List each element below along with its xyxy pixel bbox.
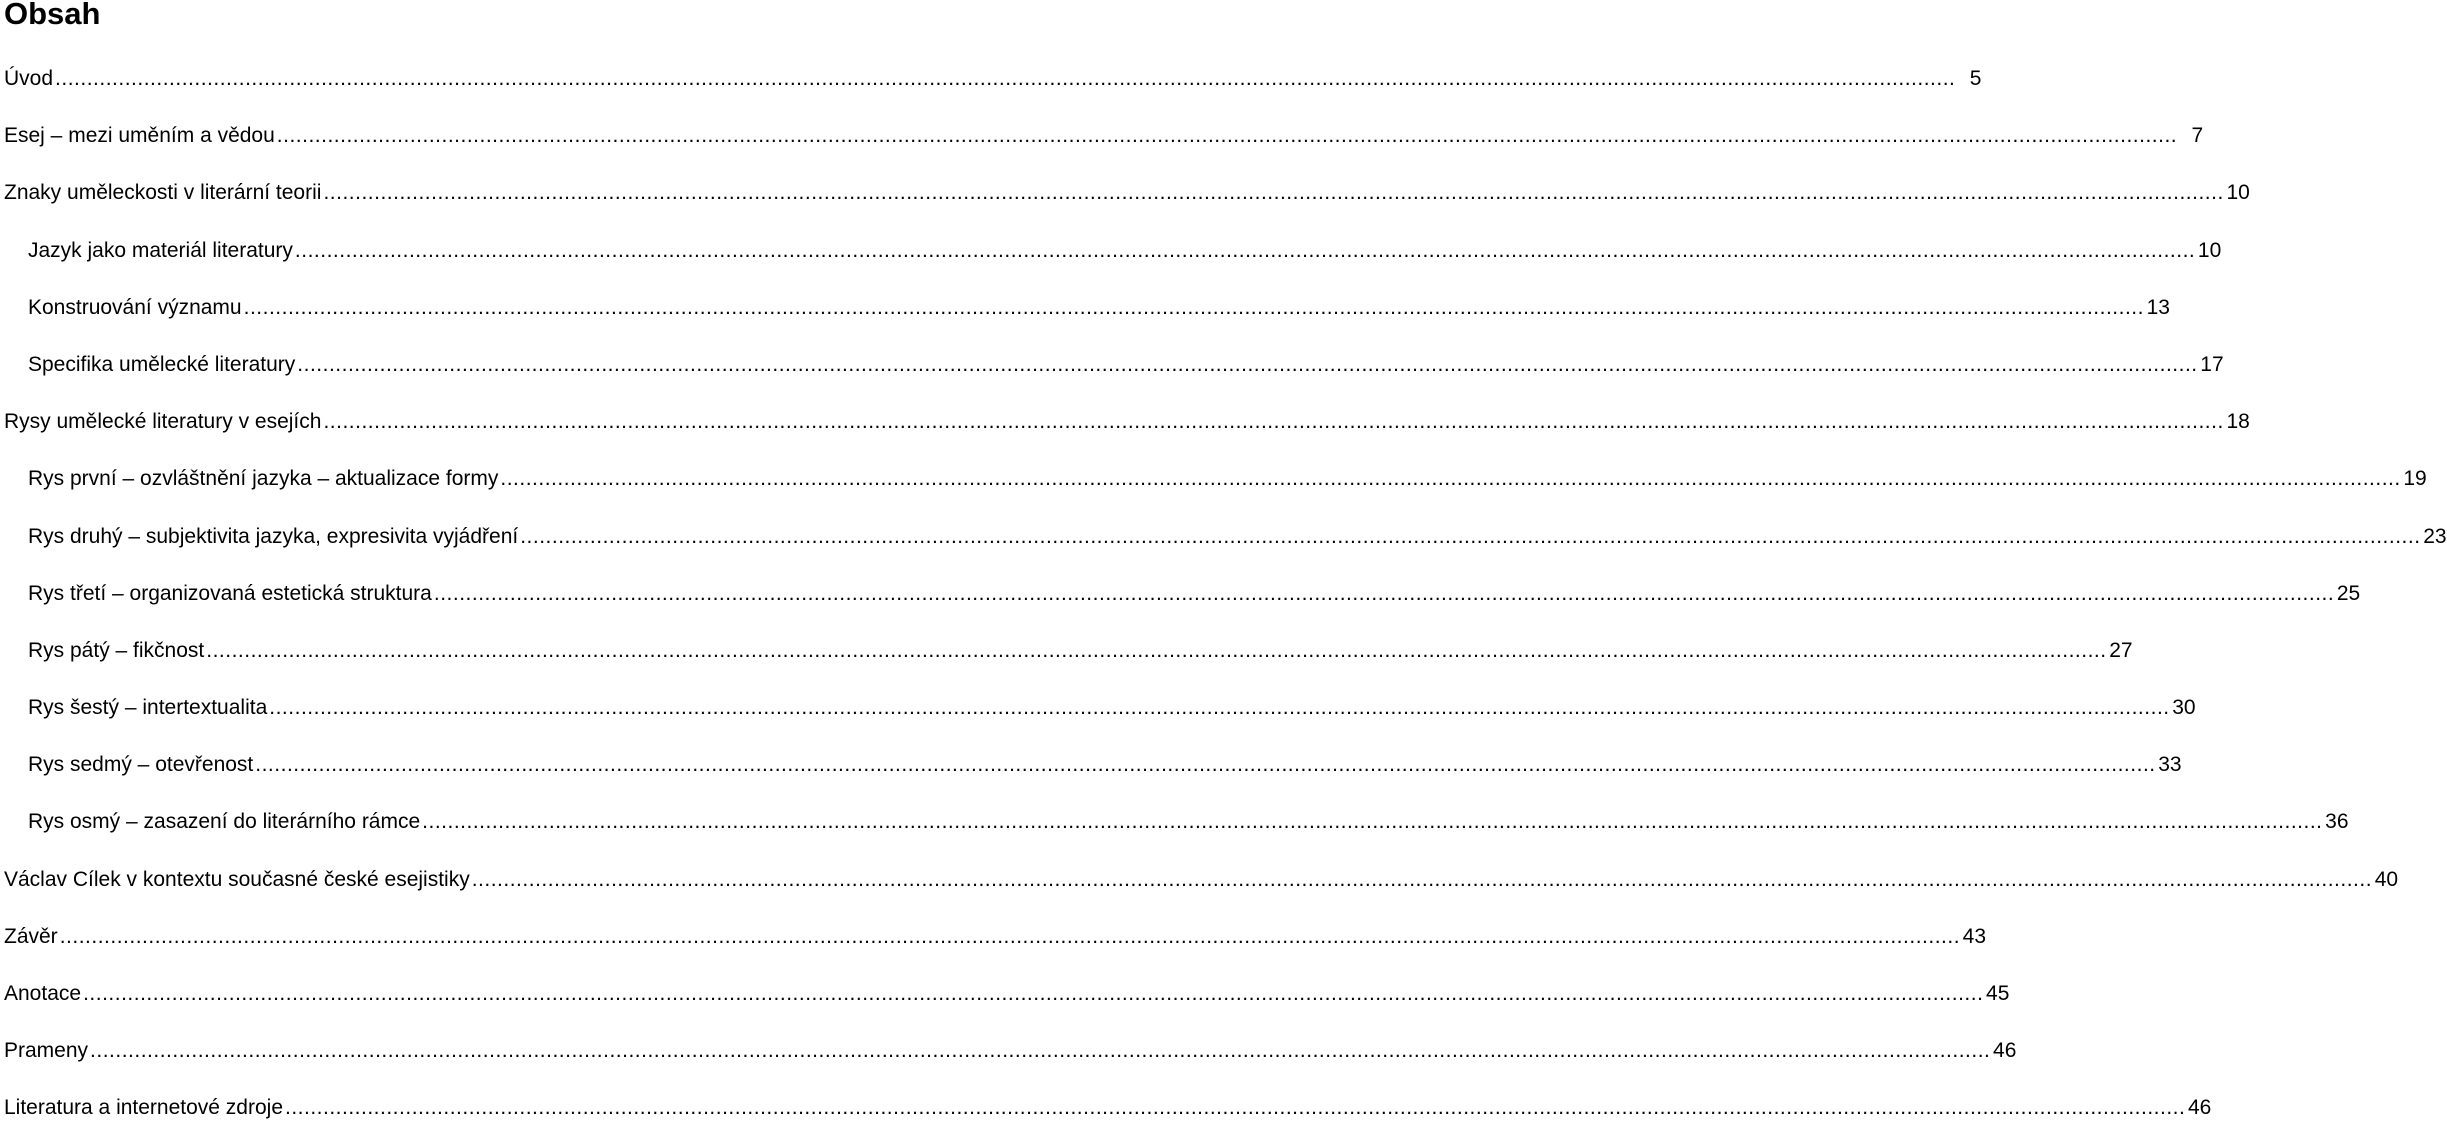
toc-entry[interactable]: [0, 622, 2133, 679]
toc-entry-label: Úvod: [4, 67, 54, 90]
toc-entry[interactable]: [0, 793, 2349, 850]
dot-leader: ............................................................................................................................................................................................................................................................................................................: [285, 1096, 2186, 1120]
toc-entry[interactable]: [0, 1079, 2212, 1136]
toc-entry-label: Rys osmý – zasazení do literárního rámce: [28, 810, 421, 834]
toc-entry[interactable]: [0, 965, 2010, 1022]
dot-leader: ............................................................................................................................................................................................................................................................................................................: [206, 638, 2107, 662]
table-of-contents: [0, 50, 2447, 1137]
toc-entry-label: Rys sedmý – otevřenost: [28, 753, 254, 777]
toc-entry[interactable]: [0, 565, 2361, 622]
toc-entry[interactable]: [0, 679, 2196, 736]
toc-entry[interactable]: [0, 279, 2170, 336]
toc-entry-page-number: 30: [2172, 696, 2196, 720]
toc-entry-page-number: 46: [1993, 1039, 2017, 1063]
toc-entry-page-number: 36: [2325, 810, 2349, 834]
dot-leader: ............................................................................................................................................................................................................................................................................................................: [294, 238, 2196, 262]
dot-leader: ............................................................................................................................................................................................................................................................................................................: [55, 67, 1956, 90]
toc-entry-label: Literatura a internetové zdroje: [4, 1096, 283, 1120]
toc-entry-label: Specifika umělecké literatury: [28, 352, 296, 376]
dot-leader: ............................................................................................................................................................................................................................................................................................................: [59, 924, 1961, 948]
toc-heading: Obsah: [4, 0, 101, 31]
toc-entry-label: Konstruování významu: [28, 295, 242, 319]
toc-entry[interactable]: [0, 508, 2447, 565]
toc-entry-label: Rys pátý – fikčnost: [28, 638, 205, 662]
dot-leader: ............................................................................................................................................................................................................................................................................................................: [471, 867, 2373, 891]
dot-leader: ............................................................................................................................................................................................................................................................................................................: [323, 181, 2224, 205]
dot-leader: ............................................................................................................................................................................................................................................................................................................: [297, 352, 2198, 376]
toc-entry-label: Rys druhý – subjektivita jazyka, expresivita vyjádření: [28, 524, 519, 548]
toc-entry-page-number: 13: [2146, 295, 2170, 319]
toc-entry[interactable]: [0, 107, 2204, 164]
toc-entry-page-number: 5: [1969, 67, 1982, 90]
toc-entry-page-number: 25: [2336, 581, 2361, 605]
toc-entry[interactable]: [0, 908, 1987, 965]
toc-entry[interactable]: [0, 164, 2250, 221]
toc-entry-page-number: 17: [2200, 352, 2224, 376]
toc-entry-label: Znaky uměleckosti v literární teorii: [4, 181, 322, 205]
dot-leader: ............................................................................................................................................................................................................................................................................................................: [520, 524, 2421, 548]
dot-leader: ............................................................................................................................................................................................................................................................................................................: [255, 753, 2156, 777]
toc-entry[interactable]: [0, 336, 2224, 393]
toc-entry[interactable]: [0, 222, 2222, 279]
dot-leader: ............................................................................................................................................................................................................................................................................................................: [243, 295, 2144, 319]
toc-entry-label: Rysy umělecké literatury v esejích: [4, 410, 322, 434]
toc-entry-page-number: 45: [1986, 982, 2010, 1005]
toc-entry-page-number: 46: [2187, 1096, 2212, 1120]
dot-leader: ............................................................................................................................................................................................................................................................................................................: [323, 410, 2224, 434]
toc-entry-label: Rys třetí – organizovaná estetická struktura: [28, 581, 432, 605]
toc-entry-page-number: 19: [2403, 467, 2427, 491]
dot-leader: ............................................................................................................................................................................................................................................................................................................: [422, 810, 2323, 834]
toc-entry-page-number: 33: [2158, 753, 2182, 777]
toc-entry-label: Rys první – ozvláštnění jazyka – aktualizace formy: [28, 467, 499, 491]
toc-entry[interactable]: [0, 50, 1982, 107]
dot-leader: ............................................................................................................................................................................................................................................................................................................: [433, 581, 2335, 605]
toc-entry-label: Závěr: [4, 924, 58, 948]
dot-leader: ............................................................................................................................................................................................................................................................................................................: [269, 696, 2170, 720]
toc-entry[interactable]: [0, 393, 2250, 450]
dot-leader: ............................................................................................................................................................................................................................................................................................................: [83, 982, 1984, 1005]
toc-entry-page-number: 10: [2197, 238, 2222, 262]
toc-entry-label: Esej – mezi uměním a vědou: [4, 124, 275, 148]
toc-entry[interactable]: [0, 450, 2427, 507]
toc-entry[interactable]: [0, 851, 2399, 908]
dot-leader: ............................................................................................................................................................................................................................................................................................................: [276, 124, 2178, 148]
toc-entry-page-number: 40: [2374, 867, 2399, 891]
toc-entry[interactable]: [0, 736, 2182, 793]
dot-leader: ............................................................................................................................................................................................................................................................................................................: [90, 1039, 1991, 1063]
toc-entry-page-number: 10: [2226, 181, 2250, 205]
toc-entry-page-number: 27: [2109, 638, 2133, 662]
toc-entry-page-number: 43: [1962, 924, 1987, 948]
toc-entry-label: Prameny: [4, 1039, 89, 1063]
toc-entry-page-number: 23: [2423, 524, 2447, 548]
toc-entry-page-number: 18: [2226, 410, 2250, 434]
toc-entry[interactable]: [0, 1022, 2017, 1079]
toc-entry-label: Jazyk jako materiál literatury: [28, 238, 293, 262]
toc-entry-label: Rys šestý – intertextualita: [28, 696, 268, 720]
toc-entry-page-number: 7: [2191, 124, 2204, 148]
dot-leader: ............................................................................................................................................................................................................................................................................................................: [500, 467, 2401, 491]
toc-entry-label: Václav Cílek v kontextu současné české esejistiky: [4, 867, 470, 891]
toc-entry-label: Anotace: [4, 982, 82, 1005]
